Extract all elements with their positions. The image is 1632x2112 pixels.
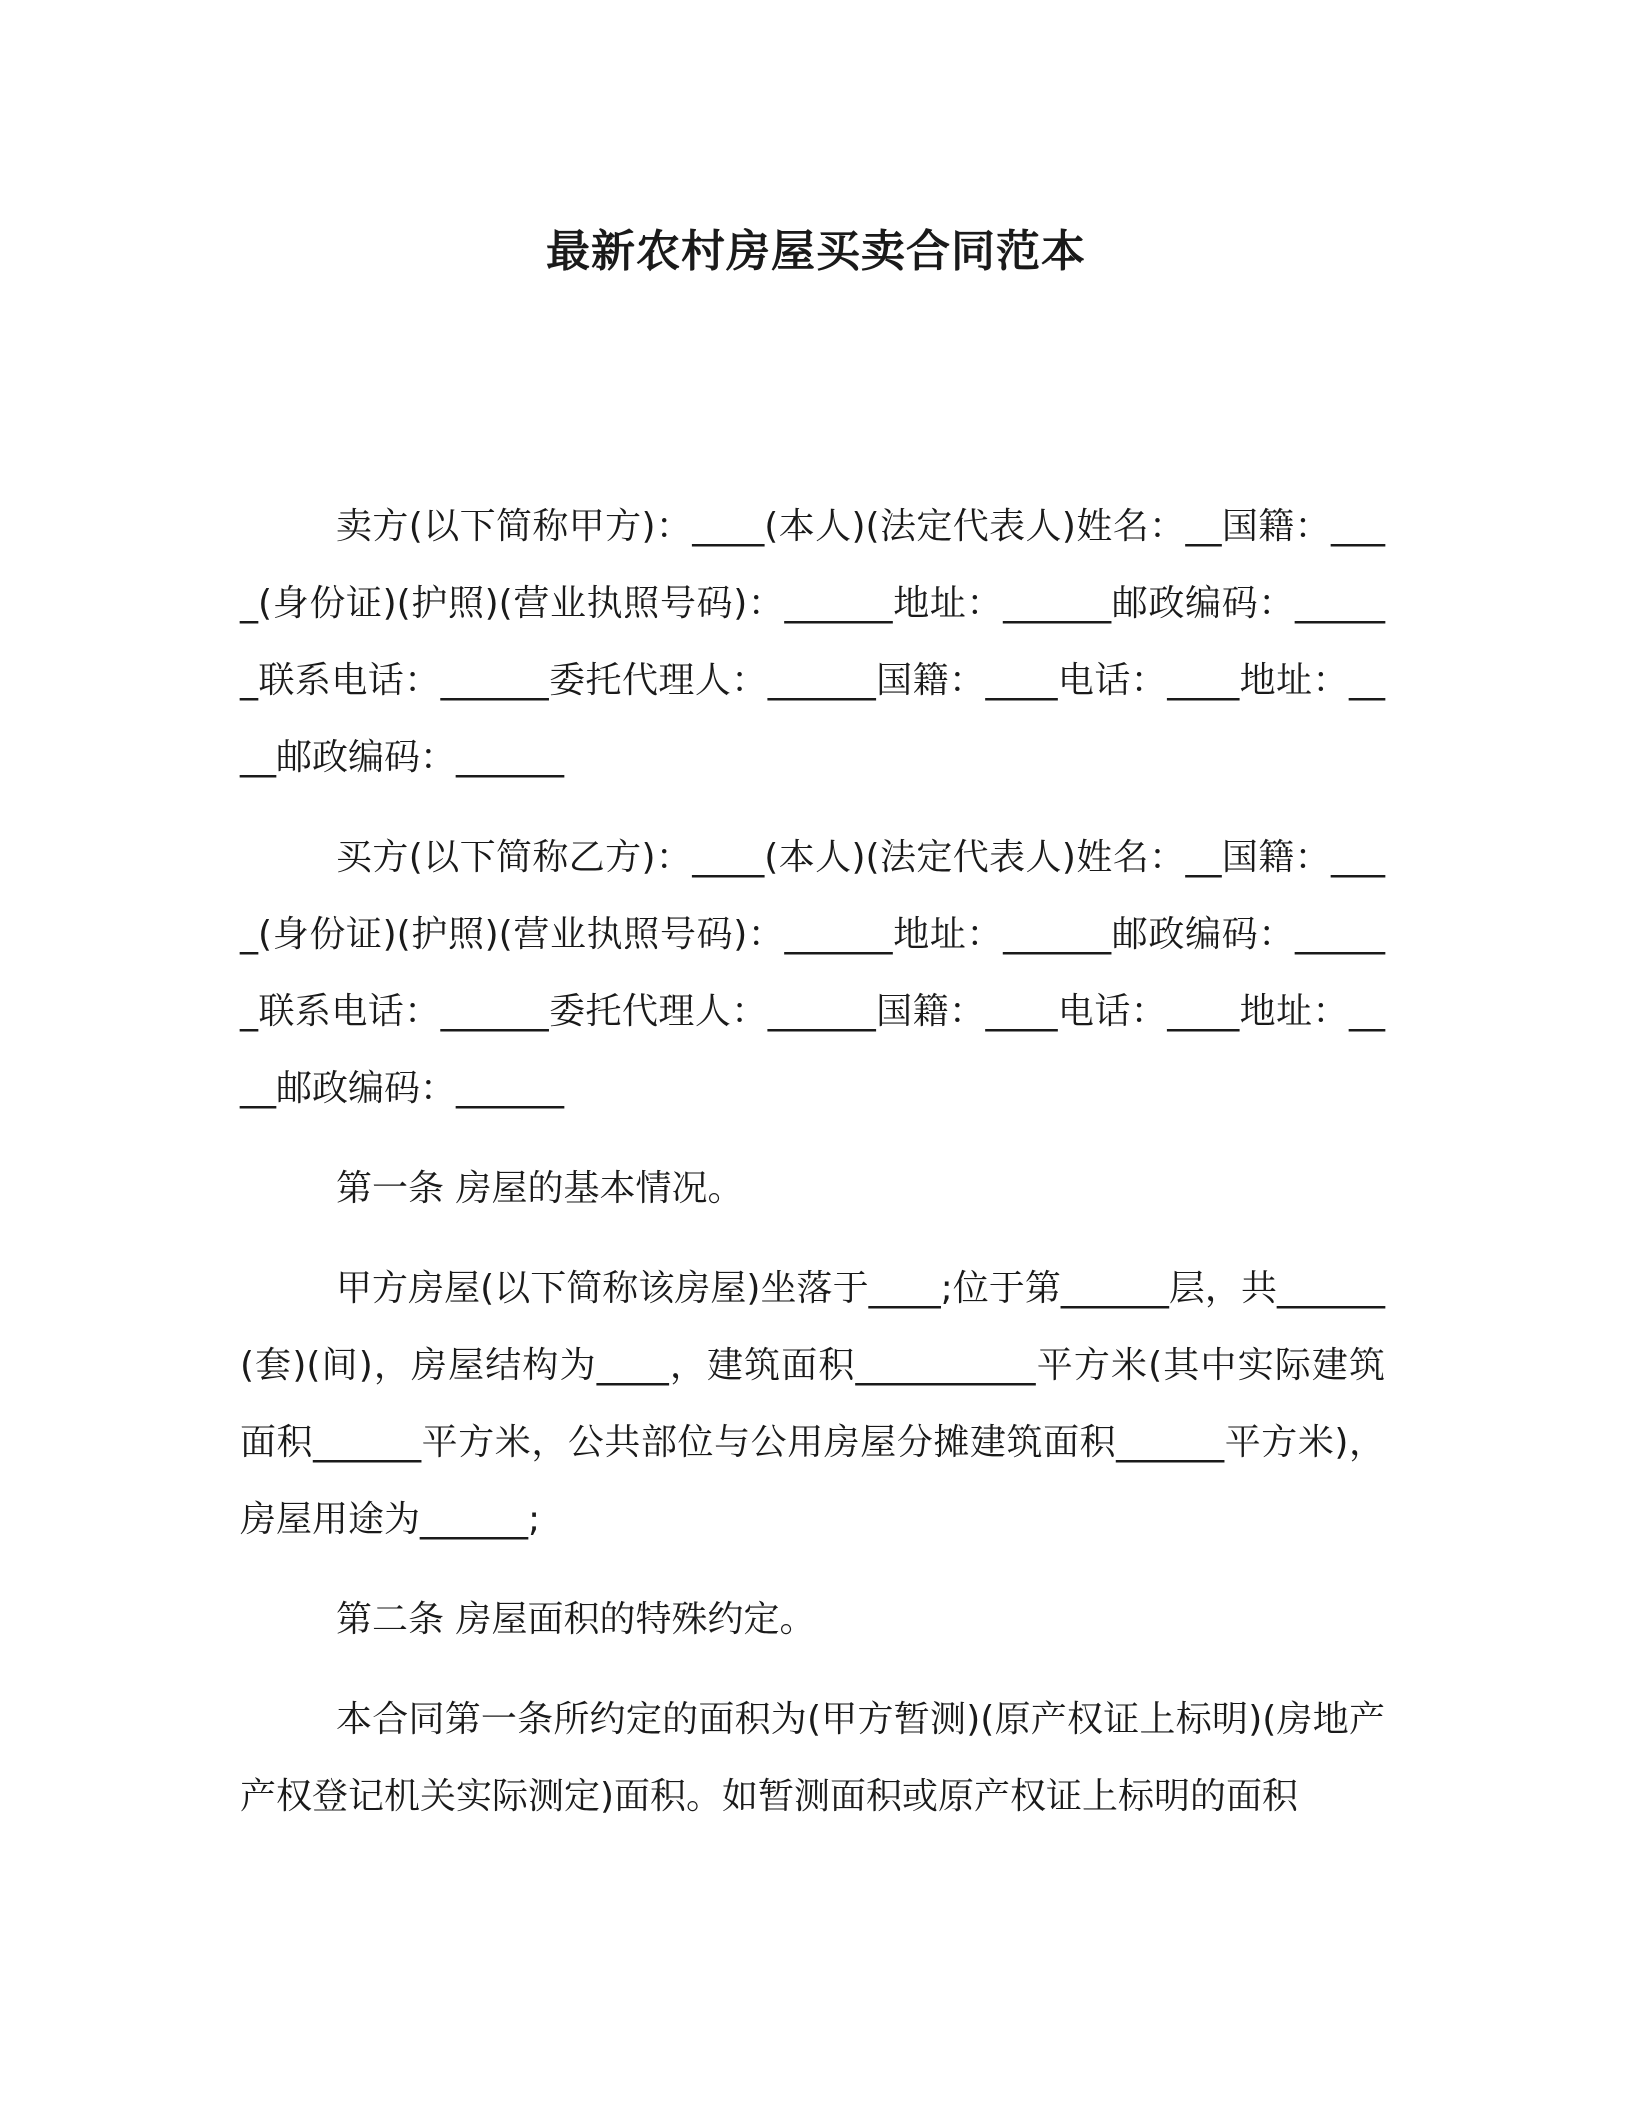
seller-info-paragraph: 卖方(以下简称甲方)：____(本人)(法定代表人)姓名：__国籍：____(身份证)(护照)(营业执照号码)：______地址：______邮政编码：______联系电话：______委托代理人：______国籍：____电话：____地址：____邮政编码：______ (240, 506, 1385, 778)
buyer-info-paragraph: 买方(以下简称乙方)：____(本人)(法定代表人)姓名：__国籍：____(身份证)(护照)(营业执照号码)：______地址：______邮政编码：______联系电话：______委托代理人：______国籍：____电话：____地址：____邮政编码：______ (240, 837, 1385, 1109)
document-title: 最新农村房屋买卖合同范本 (546, 226, 1086, 277)
article-1-heading: 第一条 房屋的基本情况。 (336, 1168, 744, 1209)
article-1-body: 甲方房屋(以下简称该房屋)坐落于____;位于第______层，共______(套)(间)，房屋结构为____，建筑面积__________平方米(其中实际建筑面积______平方米，公共部位与公用房屋分摊建筑面积______平方米)，房屋用途为______; (240, 1268, 1385, 1540)
document-body (240, 488, 1385, 1858)
article-2-heading: 第二条 房屋面积的特殊约定。 (336, 1599, 816, 1640)
article-2-body: 本合同第一条所约定的面积为(甲方暂测)(原产权证上标明)(房地产产权登记机关实际测定)面积。如暂测面积或原产权证上标明的面积 (240, 1699, 1385, 1817)
